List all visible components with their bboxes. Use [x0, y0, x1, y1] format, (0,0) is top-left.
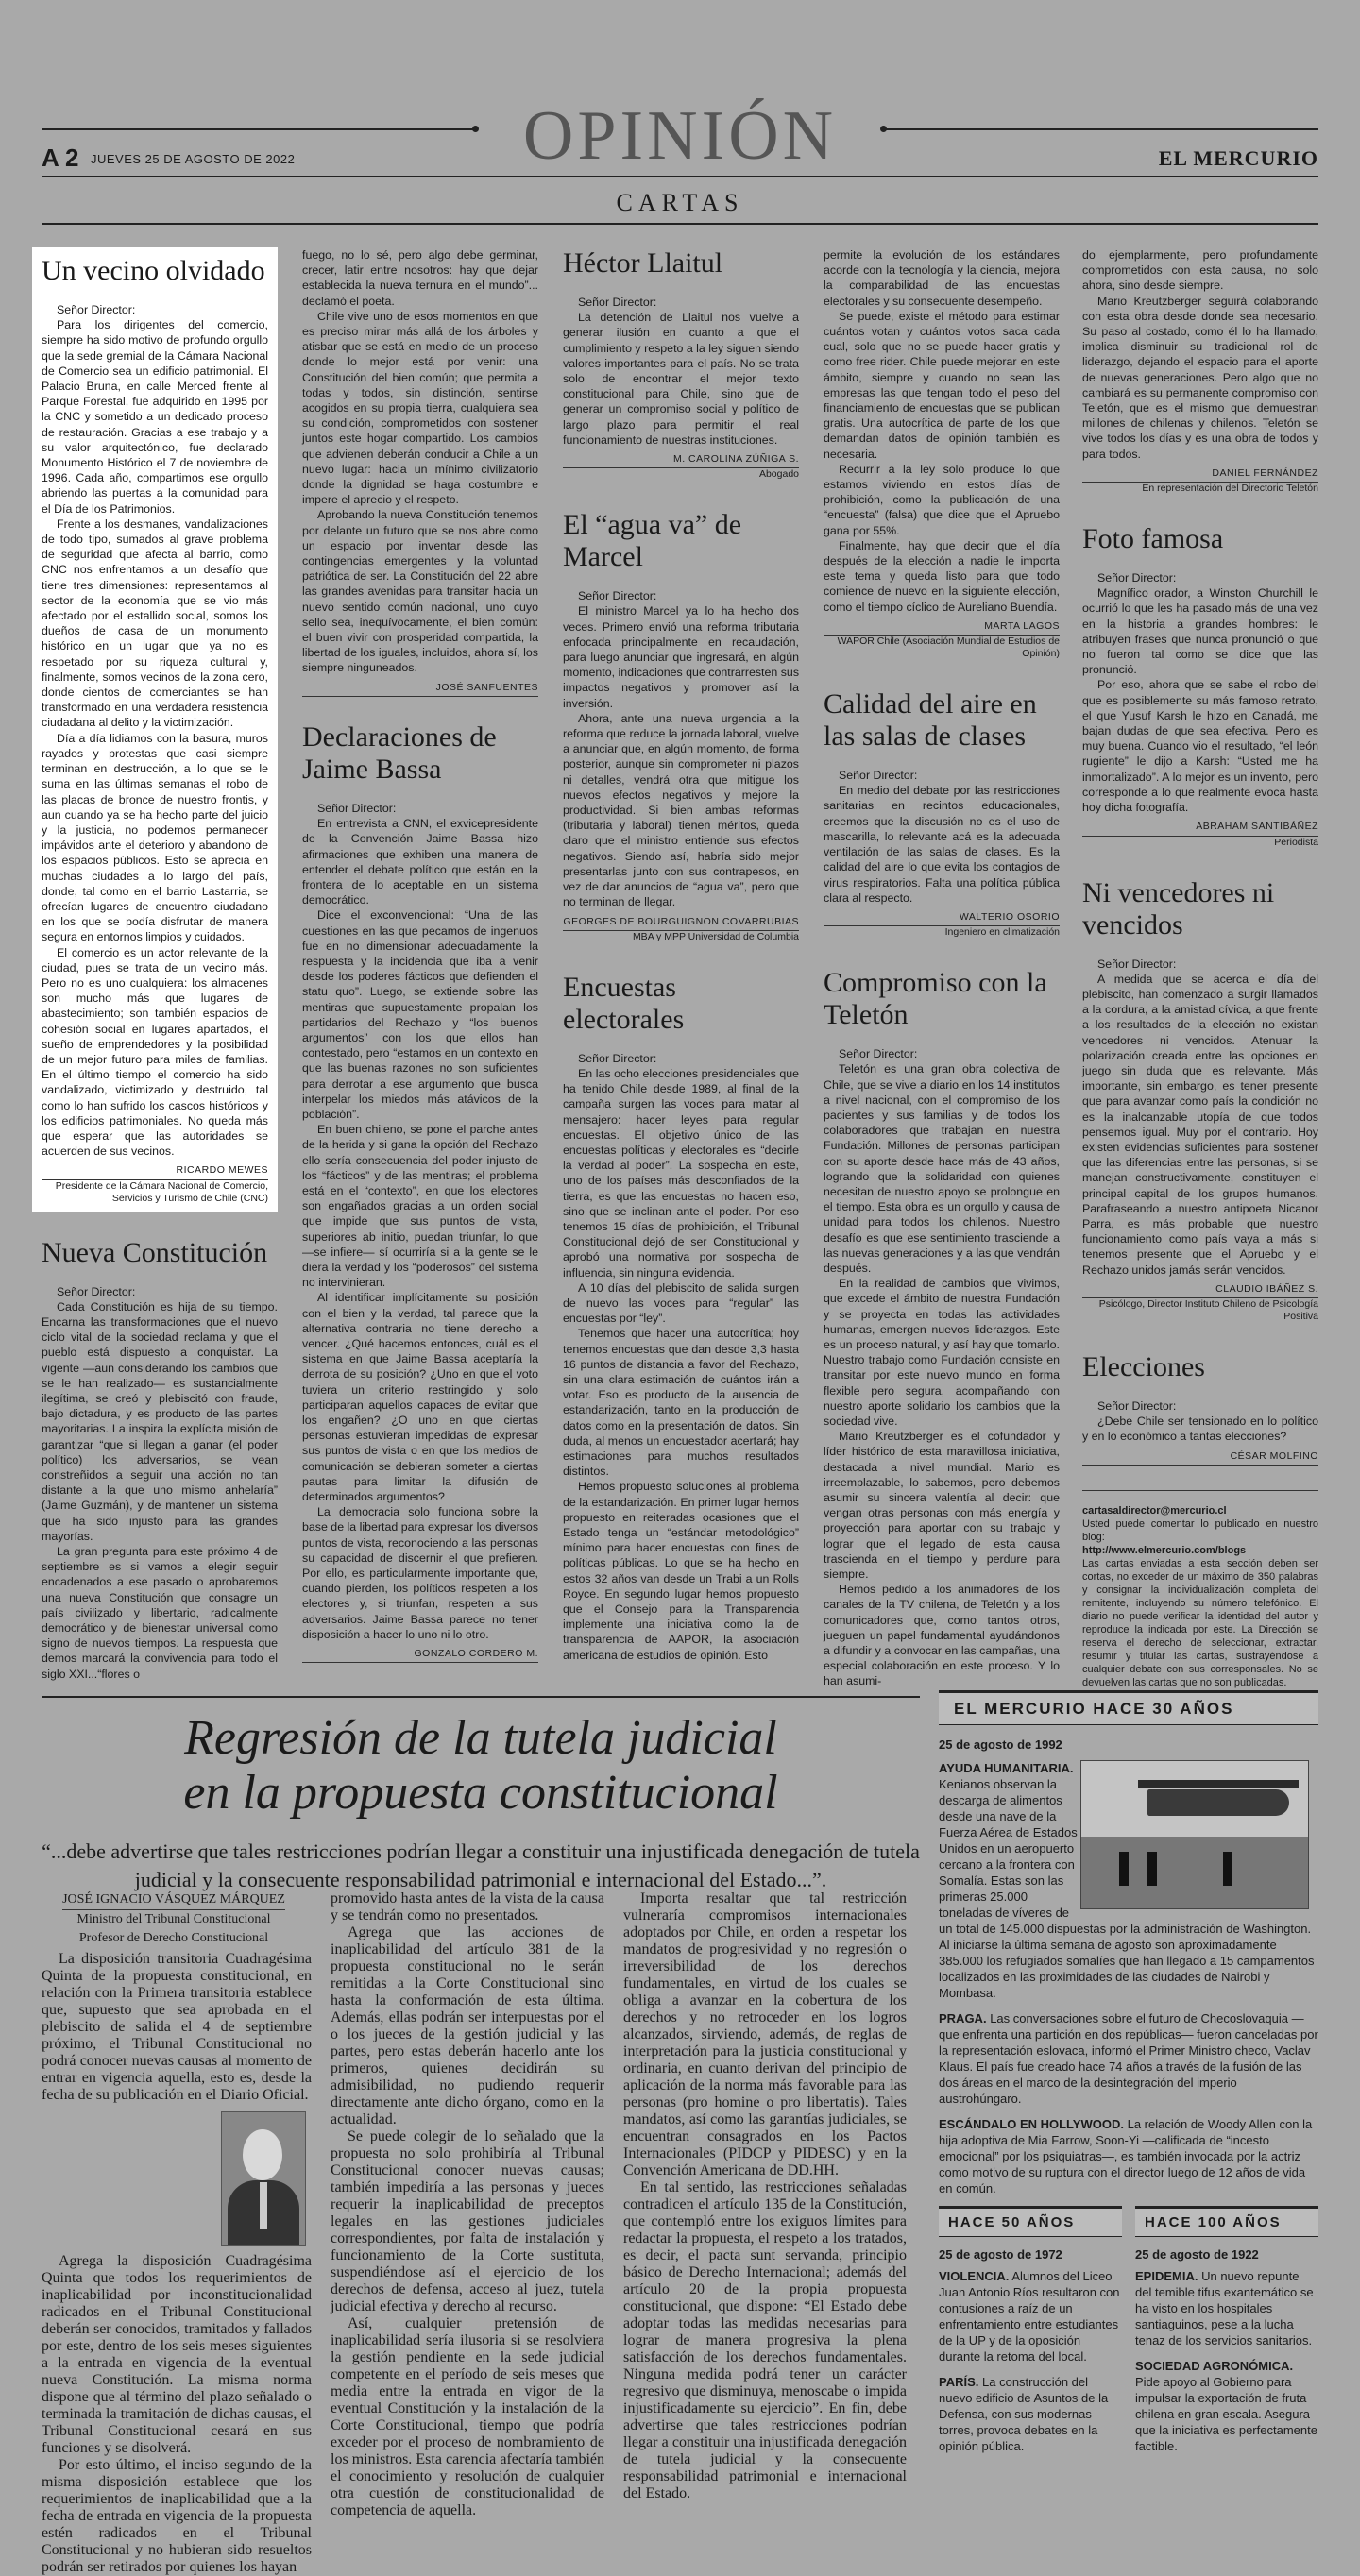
letter-title: Héctor Llaitul [563, 247, 723, 279]
author-name: JOSÉ IGNACIO VÁSQUEZ MÁRQUEZ [62, 1890, 285, 1910]
airplane-photo [1080, 1760, 1309, 1909]
essay-paragraph: Por esto último, el inciso segundo de la misma disposición establece que los requerimientos de inaplicabilidad que a la fecha de entrada en vigencia de la propuesta estén radicados en el Tribunal Constitucional y no hubieran sido resueltos podrán ser retirados por quienes los hayan [42, 2457, 312, 2575]
letters-info-box [1082, 1490, 1318, 1689]
letter-paragraph: En las ocho elecciones presidenciales que ha tenido Chile desde 1989, al final de la campaña surgen las voces para matar al mensajero: hacer leyes para regular encuestas. El objetivo único de las encuestas políticas y electorales es “decirle la verdad al poder”. La sospecha en este, uno de los países más desconfiados de la tierra, es que las encuestas no hacen eso, sino que se inclinan ante el poder. Por eso tenemos 15 días de prohibición, el Tribunal Constitucional dejó de ser Constitucional y aprobó una normativa por sospecha de influencia, sin ninguna evidencia. [563, 1066, 799, 1280]
hace-30-header: EL MERCURIO HACE 30 AÑOS [939, 1690, 1318, 1725]
letter-encuestas [563, 972, 799, 1663]
letter-paragraph: Tenemos que hacer una autocrítica; hoy tenemos encuestas que dan desde 3,3 hasta 16 puntos de distancia a favor del Rechazo, sin una clara estimación de cuántos irán a votar. Eso es producto de la ausencia de estandarización, tanto en la producción de datos como en la presentación de datos. Sin duda, al menos un encuestador acertará; hay estimaciones para muchos resultados distintos. [563, 1327, 799, 1479]
essay-title-line: en la propuesta constitucional [183, 1766, 778, 1820]
hace-100-anos [1135, 2206, 1318, 2464]
column-3 [563, 247, 799, 1687]
letter-affiliation: MBA y MPP Universidad de Columbia [632, 930, 799, 942]
letter-nueva-constitucion-cont [302, 247, 538, 697]
letter-greeting: Señor Director: [57, 1284, 136, 1298]
hace-30-date: 25 de agosto de 1992 [939, 1737, 1062, 1752]
news-title: PRAGA. [939, 2011, 987, 2025]
page-number: A 2 [42, 144, 79, 172]
essay-top-rule [42, 1696, 920, 1698]
essay-paragraph: En tal sentido, las restricciones señaladas contradicen el artículo 135 de la Constitución, que contempló entre los exiguos límites para redactar la propuesta, el respeto a los tratados, es decir, el pacta sunt servanda, principio básico de Derecho Internacional; además del artículo 20 de la propia propuesta constitucional, que dispone: “El Estado debe adoptar todas las medidas necesarias para lograr de manera progresiva la plena satisfacción de los derechos fundamentales. Ninguna medida podrá tener un carácter regresivo que disminuya, menoscabe o impida injustificadamente su ejercicio”. En fin, debe advertirse que tales restricciones podrían llegar a constituir una injustificada denegación de tutela judicial y la consecuente responsabilidad patrimonial e internacional del Estado. [623, 2179, 907, 2501]
letter-greeting: Señor Director: [578, 1051, 657, 1065]
letter-signature: RICARDO MEWES [42, 1162, 268, 1179]
letter-title: Calidad del aire en las salas de clases [824, 688, 1037, 753]
letter-paragraph: Frente a los desmanes, vandalizaciones de todo tipo, sumados al grave problema de seguridad que afecta al barrio, como CNC nos enfrentamos a un desafío que tiene tres dimensiones: representamos al sector de la economía que se vio más afectado por el estallido social, somos los dueños de casa de un monumento histórico en un lugar que ya no es respetado por su riqueza cultural y, finalmente, somos vecinos de la zona cero, donde cientos de comerciantes se han transformado en una verdadera resistencia ciudadana al delito y la victimización. [42, 517, 268, 730]
letter-greeting: Señor Director: [578, 589, 657, 603]
essay-paragraph: Se puede colegir de lo señalado que la propuesta no solo prohibiría al Tribunal Constitucional conocer nuevas causas; también impediría a las personas y jueces requerir la inaplicabilidad de preceptos legales en las gestiones judiciales correspondientes, por falta de instalación y funcionamiento de la Corte sustituta, suspendiéndose así el ejercicio de los derechos de defensa, acceso al juez, tutela judicial efectiva y derecho al recurso. [331, 2128, 604, 2314]
letter-calidad-aire [824, 688, 1060, 939]
letter-greeting: Señor Director: [839, 1047, 918, 1061]
letter-paragraph: A medida que se acerca el día del plebiscito, han comenzado a surgir llamados a la cordura, a la amistad cívica, a que frente a los resultados de la elección no existan vencedores ni vencidos. Atenuar la polarización creada entre las opciones en juego sin duda que es relevante. Más importante, sin embargo, es tener presente que para avanzar como país la condición no es la inalcanzable utopía de que todos pensemos igual. Muy por el contrario. Hoy existen evidencias suficientes para sostener que las diferencias entre las personas, si se manejan constructivamente, constituyen el principal capital de los grupos humanos. Parafraseando a nuestro antipoeta Nicanor Parra, es más probable que nuestro funcionamiento como país vaya a más si tenemos presente que el Apruebo y el Rechazo unidos jamás serán vencidos. [1082, 972, 1318, 1277]
hace-100-header: HACE 100 AÑOS [1135, 2206, 1318, 2237]
letter-paragraph: En la realidad de cambios que vivimos, que excede el ámbito de nuestra Fundación y se proyecta en todas las actividades humanas, emergen nuevos liderazgos. Este es un proceso natural, y así hay que tomarlo. Nuestro trabajo como Fundación consiste en transitar por este nuevo mundo en forma flexible pero segura, acompañando con nuestro aporte solidario los cambios que la sociedad vive. [824, 1277, 1060, 1428]
news-title: EPIDEMIA. [1135, 2269, 1198, 2283]
news-text: La relación de Woody Allen con la hija adoptiva de Mia Farrow, Soon-Yi —calificada de “incesto emocional” por los psiquiatras—, es también invocada por la actriz como motivo de su ruptura con el director luego de 12 años de vida en común. [939, 2117, 1313, 2195]
letter-greeting: Señor Director: [578, 296, 657, 309]
letter-paragraph: El comercio es un actor relevante de la ciudad, pues se trata de un vecino más. Pero no es uno cualquiera: los almacenes son mucho más que lugares de abastecimiento; son también espacios de cohesión social en lugares apartados, el sueño de emprendedores y la posibilidad de un mejor futuro para miles de familias. En el último tiempo el comercio ha sido vandalizado, victimizado y destruido, tal como lo han sufrido los cascos históricos y los edificios patrimoniales. No queda más que esperar que las autoridades se acuerden de sus vecinos. [42, 945, 268, 1159]
letter-paragraph: Hemos pedido a los animadores de los canales de la TV chilena, de Teletón y a los comunicadores que, como tantos otros, jueguen un papel fundamental ayudándonos a difundir y a convocar en las campañas, una especial colaboración en este proceso. Y lo han asumi- [824, 1583, 1060, 1688]
letter-affiliation: Ingeniero en climatización [944, 926, 1060, 939]
letter-paragraph: Chile vive uno de esos momentos en que es preciso mirar más allá de los árboles y atisbar que se está en medio de un proceso donde lo mejor está por venir: una Constitución del bien común; que permita a todas y todos, sin distinción, sentirse acogidos en su propia tierra, cualquiera sea su condición, comprometidos con sostener juntos este hogar compartido. Los cambios que advienen deberán conducir a Chile a un nuevo lugar: hacia un mínimo civilizatorio donde la dignidad se haga costumbre e impere el aprecio y el respeto. [302, 309, 538, 507]
letter-affiliation: Abogado [758, 468, 799, 481]
letter-signature: DANIEL FERNÁNDEZ [1082, 466, 1318, 483]
column-1 [42, 247, 278, 1706]
letter-greeting: Señor Director: [839, 769, 918, 783]
news-text: Las conversaciones sobre el futuro de Checoslovaquia —que enfrenta una partición en dos repúblicas— fueron canceladas por la representación eslovaca, informó el Primer Ministro checo, Vaclav Klaus. El país fue creado hace 74 años a través de la fusión de las dos áreas en el marco de la desintegración del imperio austrohúngaro. [939, 2011, 1318, 2106]
letter-title: Nueva Constitución [42, 1236, 268, 1268]
essay-column-2 [331, 1890, 604, 2519]
info-text: Usted puede comentar lo publicado en nuestro blog: [1082, 1517, 1318, 1543]
letter-signature: JOSÉ SANFUENTES [302, 680, 538, 697]
news-item [1135, 2358, 1318, 2454]
letter-paragraph: fuego, no lo sé, pero algo debe germinar, crecer, latir entre nosotros: hay que dejar establecida la nueva ternura en el mundo”... declamó el poeta. [302, 248, 538, 308]
letter-affiliation: En representación del Directorio Teletón [1142, 483, 1318, 495]
letter-paragraph: La gran pregunta para este próximo 4 de septiembre es si vamos a elegir seguir encadenados a ese pasado o aprobaremos una nueva Constitución que consagre un país civilizado y libertario, radicalmente democrático y de bienestar universal como signo de nuevos tiempos. La respuesta que demos marcará la convivencia para todo el siglo XXI...“flores o [42, 1545, 278, 1681]
essay-column-3 [623, 1890, 907, 2502]
masthead-rule [42, 176, 1318, 177]
essay-column-1 [42, 1951, 312, 2576]
letter-paragraph: La democracia solo funciona sobre la base de la libertad para expresar los diversos puntos de vista, reconociendo a las personas su capacidad de discernir el que prefieren. Por ello, es particularmente importante que, cuando pierden, los políticos respeten a los electores y, si triunfan, respeten a sus adversarios. Jaime Bassa parece no tener disposición a hacer lo uno ni lo otro. [302, 1505, 539, 1641]
hace-50-anos [939, 2206, 1122, 2464]
essay-paragraph: Agrega la disposición Cuadragésima Quinta que todos los requerimientos de inaplicabilidad por inconstitucionalidad radicados en el Tribunal Constitucional deberán ser conocidos, tramitados y fallados por este, dentro de los seis meses siguientes a la entrada en vigencia de la eventual nueva Constitución. La misma norma dispone que al término del plazo señalado o terminada la tramitación de dichas causas, el Tribunal Constitucional cesará en sus funciones y se disolverá. [42, 2253, 312, 2456]
letter-paragraph: La detención de Llaitul nos vuelve a generar ilusión en cuanto a que el cumplimiento y respeto a la ley siguen siendo valores importantes para el país. No se trata solo de encontrar el mejor texto constitucional para Chile, sino que de generar un compromiso social y político de largo plazo para permitir el real funcionamiento de nuestras instituciones. [563, 311, 800, 447]
letter-paragraph: A 10 días del plebiscito de salida surgen de nuevo las voces para “regular” las encuestas por “ley”. [563, 1280, 799, 1326]
letter-signature: ABRAHAM SANTIBÁÑEZ [1082, 819, 1318, 836]
letter-teleton-cont [1082, 247, 1318, 495]
letter-paragraph: Recurrir a la ley solo produce lo que estamos viviendo en estos días de prohibición, como la publicación de una “encuesta” (falsa) que dice que el Apruebo gana por 55%. [824, 462, 1060, 537]
letter-greeting: Señor Director: [317, 801, 397, 815]
letter-paragraph: Para los dirigentes del comercio, siempre ha sido motivo de profundo orgullo que la sede gremial de la Cámara Nacional de Comercio sea un edificio patrimonial. El Palacio Bruna, en calle Merced frente al Parque Forestal, fue adquirido en 1995 por la CNC y sometido a un dedicado proceso de restauración. Gracias a ese trabajo y a su valor arquitectónico, fue declarado Monumento Histórico el 7 de noviembre de 1996. Cada año, compartimos ese orgullo abriendo las puertas a la comunidad para el Día de los Patrimonios. [42, 318, 268, 516]
letter-agua-va [563, 509, 799, 942]
letter-paragraph: Día a día lidiamos con la basura, muros rayados y protestas que casi siempre terminan en destrucción, a lo que se le suma en las últimas semanas el robo de las placas de bronce de nuestro frontis, y aun cuando ya se ha hecho parte del juicio y la justicia, no podemos permanecer impávidos ante el deterioro y abandono de los espacios públicos. Esto se aprecia en muchas ciudades a lo largo del país, donde, tal como en el barrio Lastarria, se ofrecían lugares de encuentro ciudadano en los que se podía disfrutar de manera segura en entornos limpios y cuidados. [42, 731, 268, 944]
essay-lede: “...debe advertirse que tales restricciones podrían llegar a constituir una injustificada denegación de tutela judicial y la consecuente responsabilidad patrimonial e internacional del Estado...”. [42, 1839, 920, 1891]
letter-paragraph: En entrevista a CNN, el exvicepresidente de la Convención Jaime Bassa hizo afirmaciones que exhiben una manera de entender el debate político que están en la frontera de lo aceptable en un sistema democrático. [302, 817, 538, 907]
letter-signature: M. CAROLINA ZÚÑIGA S. [563, 451, 799, 468]
news-text: Kenianos observan la descarga de alimentos desde una nave de la Fuerza Aérea de Estados Unidos en un aeropuerto cercano a la frontera con Somalía. Estas son las primeras 25.000 toneladas de víveres de un total de 145.000 dispuestas por la administración de Washington. Al iniciarse la última semana de agosto son aproximadamente 385.000 los refugiados somalíes que han llegado a 15 campamentos localizados en las proximidades de las ciudades de Nairobi y Mombasa. [939, 1777, 1315, 2000]
news-text: Un nuevo repunte del temible tifus exantemático se ha visto en los hospitales santiaguinos, pese a la lucha tenaz de los servicios sanitarios. [1135, 2269, 1314, 2347]
letter-greeting: Señor Director: [57, 303, 136, 316]
letter-paragraph: Cada Constitución es hija de su tiempo. Encarna las transformaciones que el nuevo ciclo vital de la sociedad reclama y que el pueblo está dispuesto a conquistar. La vigente —aun considerando los cambios que se le han realizado— es sustancialmente ilegítima, se creó y plebiscitó con fraude, bajo dictadura, y es producto de las partes mayoritarias. La inspira la explícita misión de garantizar “que si llegan a ganar (el poder político) los adversarios, se vean constreñidos a seguir una acción no tan distante a la que uno mismo anhelaría” (Jaime Guzmán), y de mantener un sistema que ha sido injusto para las grandes mayorías. [42, 1299, 278, 1543]
letter-teleton [824, 967, 1060, 1689]
letter-greeting: Señor Director: [1097, 571, 1177, 585]
letter-vecino-olvidado [32, 247, 278, 1212]
letter-paragraph: Por eso, ahora que se sabe el robo del que es posiblemente su más famoso retrato, el que Yusuf Karsh le hizo en Canadá, me bajan dudas de que sea efectiva. Pero es muy buena. Cuando vio el resultado, “el león rugiente” le dijo a Karsh: “Usted me ha inmortalizado”. A lo mejor es un invento, pero corresponde a lo que realmente evoca hasta hoy dicha fotografía. [1082, 678, 1318, 815]
letter-affiliation: WAPOR Chile (Asociación Mundial de Estudios de Opinión) [837, 636, 1060, 660]
letter-elecciones [1082, 1351, 1318, 1466]
letter-nueva-constitucion [42, 1237, 278, 1682]
letter-paragraph: Ahora, ante una nueva urgencia a la reforma que reduce la jornada laboral, vuelve a anunciar que, en algún momento, de forma posterior, aunque sin comprometer ni plazos ni detalles, vendrá otra que mitigue los nuevos efectos negativos y mejore la productividad. Si bien ambas reformas (tributaria y laboral) tienen méritos, queda claro que el ministro entiende sus efectos negativos. Siendo así, habría sido mejor presentarlas junto con sus contrapesos, en vez de dar anuncios de “agua va”, pero que no terminan de llegar. [563, 711, 799, 909]
essay-author [42, 1890, 306, 1948]
letter-encuestas-cont [824, 247, 1060, 660]
letter-paragraph: Teletón es una gran obra colectiva de Chile, que se vive a diario en los 14 institutos a nivel nacional, con el compromiso de los pacientes y sus familias y de todos los colaboradores que trabajan en nuestra Fundación. Millones de personas participan con su aporte desde hace más de 43 años, logrando que la solidaridad con quienes necesitan de nuestro apoyo se prolongue en el tiempo. Esta obra es un orgullo y causa de unidad para todos los chilenos. Nuestro desafío es que ese sentimiento trasciende a las nuevas generaciones y a las que vendrán después. [824, 1062, 1060, 1275]
letter-paragraph: Finalmente, hay que decir que el día después de la elección a nadie le importa este tema y queda listo para que todo comience de nuevo en la siguiente elección, como el tiempo cíclico de Aureliano Buendía. [824, 538, 1060, 614]
letter-foto-famosa [1082, 523, 1318, 848]
letter-paragraph: El ministro Marcel ya lo ha hecho dos veces. Primero envió una reforma tributaria enfocada principalmente en recaudación, para luego anunciar que ingresará, en algún momento, indicaciones que contrarresten sus impactos negativos y promover así la inversión. [563, 604, 800, 710]
subsection-rule [42, 223, 1318, 225]
news-title: VIOLENCIA. [939, 2269, 1010, 2283]
letter-signature: CÉSAR MOLFINO [1082, 1449, 1318, 1466]
letter-affiliation: Psicólogo, Director Instituto Chileno de Psicología Positiva [1098, 1297, 1318, 1322]
column-5 [1082, 247, 1318, 1689]
letter-signature: MARTA LAGOS [824, 619, 1060, 636]
letter-paragraph: do ejemplarmente, pero profundamente comprometidos con esta causa, no solo ahora, sino desde siempre. [1082, 248, 1318, 293]
news-title: PARÍS. [939, 2375, 979, 2389]
letter-paragraph: Mario Kreutzberger seguirá colaborando con esta obra desde donde sea necesario. Su paso al costado, como él lo ha llamado, implica disminuir su tradicional rol de liderazgo, dejando el espacio para el aporte de nuevas generaciones. Pero algo que no cambiará es su permanente compromiso con Teletón, que es el mismo que demuestran millones de chilenas y chilenos. Teletón se vive todos los días y es una obra de todos y para todos. [1082, 294, 1318, 461]
column-4 [824, 247, 1060, 1714]
letter-title: Ni vencedores ni vencidos [1082, 876, 1275, 941]
news-item [1135, 2268, 1318, 2348]
letter-paragraph: En buen chileno, se pone el parche antes de la herida y si gana la opción del Rechazo ello sería consecuencia del poder injusto de los “fácticos” y de las mentiras; el problema está en el “contexto”, en que los electores son engañados gracias a un orden social que impide que sus puntos de vista, superiores ab initio, puedan triunfar, lo que —se infiere— sí ocurriría si a la gente se le diera la verdad y los “poderosos” del sistema no intervinieran. [302, 1123, 538, 1290]
news-title: AYUDA HUMANITARIA. [939, 1761, 1074, 1775]
column-2 [302, 247, 538, 1687]
subsection-title: CARTAS [616, 189, 744, 216]
letter-ni-vencedores [1082, 877, 1318, 1323]
letter-affiliation: Periodista [1274, 836, 1318, 848]
letter-title: Encuestas electorales [563, 971, 685, 1035]
letter-title: Compromiso con la Teletón [824, 967, 1047, 1031]
letter-paragraph: Dice el exconvencional: “Una de las cuestiones en las que pecamos de ingenuos fue en no dimensionar adecuadamente la respuesta y la incidencia que iba a venir desde los poderes fácticos que defienden el statu quo”. Luego, se extiende sobre las mentiras que supuestamente propalan los partidarios del Rechazo y “los buenos argumentos” con los que ellos han contestado, pero “estamos en un contexto en que las buenas razones no son suficientes para derrotar a ese argumento que busca interpelar los miedos más atávicos de la población”. [302, 908, 538, 1121]
letter-paragraph: Magnífico orador, a Winston Churchill le ocurrió lo que les ha pasado más de una vez en la historia a grandes hombres: le atribuyen frases que nunca pronunció o que no fueron tal como se dice que las pronunció. [1082, 586, 1318, 677]
essay-title [42, 1711, 920, 1821]
hace-30-anos [939, 1690, 1318, 2206]
news-item [939, 2374, 1122, 2454]
letter-paragraph: Al identificar implícitamente su posición con el bien y la verdad, tal parece que la alternativa contraria no tiene derecho a vencer. ¿Qué hacemos entonces, cuál es el sistema en que Jaime Bassa aceptaría la derrota de su posición? ¿Uno en que el voto tuviera un criterio restringido y solo participaran aquellos capaces de evitar que los engañen? ¿O uno en que ciertas personas estuvieran impedidas de expresar sus puntos de vista o en que los medios de comunicación se debieran someter a ciertas pautas para limitar la difusión de determinados argumentos? [302, 1291, 538, 1504]
essay-paragraph: Agrega que las acciones de inaplicabilidad del artículo 381 de la propuesta constitucional no le serán remitidas a la Corte Constitucional sino hasta la conformación de esta última. Además, ellas podrán ser interpuestas por el o los jueces de la gestión judicial y las partes, pero estas deberán hacerlo ante los primeros, quienes decidirán su admisibilidad, no pudiendo requerir directamente ante dicho órgano, como en la actualidad. [331, 1924, 604, 2127]
letter-signature: CLAUDIO IBÁÑEZ S. [1082, 1281, 1318, 1298]
letter-paragraph: Hemos propuesto soluciones al problema de la estandarización. En primer lugar hemos propuesto en reiteradas ocasiones que el Estado tenga un “estándar metodológico” mínimo para hacer encuestas con fines de políticas públicas. Lo que se ha hecho en estos 32 años van desde un Trabi a un Rolls Royce. En segundo lugar hemos propuesto que el Consejo para la Transparencia implemente una iniciativa como la de transparencia de AAPOR, la asociación americana de estudios de opinión. Esto [563, 1480, 799, 1662]
essay-paragraph: promovido hasta antes de la vista de la causa y se tendrán como no presentados. [331, 1890, 604, 1924]
letter-title: Un vecino olvidado [42, 255, 265, 286]
essay-title-line: Regresión de la tutela judicial [184, 1711, 777, 1765]
hace-50-header: HACE 50 AÑOS [939, 2206, 1122, 2237]
letters-email-link[interactable]: cartasaldirector@mercurio.cl [1082, 1504, 1227, 1517]
essay-paragraph: Importa resaltar que tal restricción vulneraría compromisos internacionales adoptados por Chile, en orden a respetar los mandatos de progresividad y no regresión o irreversibilidad de los derechos fundamentales, en virtud de los cuales se obliga a avanzar en la cobertura de los derechos y no retroceder en los logros alcanzados, sirviendo, además, de reglas de interpretación para la justicia constitucional y ordinaria, en cuanto derivan del principio de aplicación de la norma más favorable para las personas (pro homine o pro libertatis). Tales mandatos, así como las garantías judiciales, se encuentran consagrados en los Pactos Internacionales (PIDCP y PIDESC) y en la Convención Americana de DD.HH. [623, 1890, 907, 2178]
news-text: Alumnos del Liceo Juan Antonio Ríos resultaron con contusiones a raíz de un enfrentamiento entre estudiantes de la UP y de la oposición durante la retoma del local. [939, 2269, 1120, 2364]
letter-paragraph: En medio del debate por las restricciones sanitarias en recintos educacionales, creemos que la discusión no es el uso de mascarilla, lo relevante acá es la adecuada ventilación de las salas de clases. Es la calidad del aire lo que evita los contagios de virus respiratorios. Falta una política pública clara al respecto. [824, 784, 1060, 905]
hace-100-date: 25 de agosto de 1922 [1135, 2247, 1259, 2262]
letter-title: Elecciones [1082, 1350, 1205, 1382]
letter-paragraph: Mario Kreutzberger es el cofundador y líder histórico de esta maravillosa iniciativa, destacada a nivel mundial. Mario es irreemplazable, lo sabemos, pero debemos asumir su sincera valentía al decir: que vengan otras personas con más energía y proyección para aportar con su trabajo y lograr que el legado de esta causa trascienda en el tiempo y perdure para siempre. [824, 1430, 1060, 1582]
letter-affiliation: Presidente de la Cámara Nacional de Comercio, Servicios y Turismo de Chile (CNC) [55, 1179, 268, 1204]
essay-paragraph: Así, cualquier pretensión de inaplicabilidad sería ilusoria si se resolviera la gestión pendiente en la sede judicial competente en el período de seis meses que media entre la entrada en vigor de la eventual Constitución y la instalación de la Corte Constitucional, tiempo que podría exceder por el proceso de nombramiento de los ministros. Esta carencia afectaría también el conocimiento y resolución de cualquier otra cuestión de constitucionalidad de competencia de aquella. [331, 2315, 604, 2518]
letter-jaime-bassa [302, 721, 538, 1663]
page-date: JUEVES 25 DE AGOSTO DE 2022 [91, 152, 296, 166]
news-item [939, 2268, 1122, 2364]
news-title: ESCÁNDALO EN HOLLYWOOD. [939, 2117, 1124, 2131]
hace-50-date: 25 de agosto de 1972 [939, 2247, 1062, 2262]
essay-paragraph: La disposición transitoria Cuadragésima Quinta de la propuesta constitucional, en relación con la Primera transitoria establece que, supuesto que sea aprobada en el plebiscito de salida el 4 de septiembre próximo, el Tribunal Constitucional no podrá conocer nuevas causas al momento de entrar en vigencia aquella, esto es, desde la fecha de su publicación en el Diario Oficial. [42, 1951, 312, 2103]
info-text: Las cartas enviadas a esta sección deben ser cortas, no exceder de un máximo de 350 palabras y consignar la individualización completa del remitente, incluyendo su número telefónico. El diario no puede verificar la identidad del autor y reproduce la indicada por este. La Dirección se reserva el derecho de seleccionar, extractar, resumir y titular las cartas, sustrayéndose a cualquier debate con sus corresponsales. No se devuelven las cartas que no son publicadas. [1082, 1557, 1318, 1688]
author-portrait [221, 2111, 306, 2246]
letter-title: El “agua va” de Marcel [563, 509, 742, 573]
letter-title: Declaraciones de Jaime Bassa [302, 720, 497, 785]
section-title: OPINIÓN [522, 97, 838, 175]
letter-paragraph: Se puede, existe el método para estimar cuántos votan y cuántos votos saca cada cual, solo que no se puede hacer gratis y como free rider. Chile puede mejorar en este ámbito, siempre y cuando no sean las empresas las que tengan todo el peso del financiamiento de encuestas que se publican gratis. Una autocrítica de parte de los que demandan datos de opinión también es necesaria. [824, 309, 1060, 461]
letter-signature: GONZALO CORDERO M. [302, 1646, 538, 1663]
newspaper-brand: EL MERCURIO [1158, 146, 1318, 170]
news-item [939, 2010, 1318, 2107]
letter-hector-llaitul [563, 247, 799, 481]
news-item [939, 2116, 1318, 2196]
letter-title: Foto famosa [1082, 523, 1224, 555]
letter-signature: GEORGES DE BOURGUIGNON COVARRUBIAS [563, 914, 799, 931]
letter-paragraph: Aprobando la nueva Constitución tenemos por delante un futuro que se nos abre como un espacio por inventar desde las contingencias emergentes y la voluntad patriótica de ser. La Constitución del 22 abre las grandes avenidas para transitar hacia un nuevo sentido común nacional, uno cuyo sello sea, inequívocamente, el bien común: el buen vivir con prosperidad compartida, la libertad de los iguales, incluidos, ahora sí, los siempre ninguneados. [302, 508, 538, 675]
letter-greeting: Señor Director: [1097, 1398, 1177, 1413]
author-role: Ministro del Tribunal Constitucional [76, 1912, 271, 1926]
letter-paragraph: permite la evolución de los estándares acorde con la tecnología y la ciencia, mejora la comparabilidad de las encuestas electorales y su consecuente desempeño. [824, 248, 1060, 308]
news-title: SOCIEDAD AGRONÓMICA. [1135, 2359, 1294, 2373]
news-text: Pide apoyo al Gobierno para impulsar la exportación de fruta chilena en gran escala. Asegura que la iniciativa es perfectamente factible. [1135, 2375, 1318, 2453]
news-text: La construcción del nuevo edificio de Asuntos de la Defensa, con sus modernas torres, provoca debates en la opinión pública. [939, 2375, 1109, 2453]
author-role: Profesor de Derecho Constitucional [78, 1931, 269, 1945]
blog-link[interactable]: http://www.elmercurio.com/blogs [1082, 1544, 1247, 1556]
letter-paragraph: ¿Debe Chile ser tensionado en lo político y en lo económico a tantas elecciones? [1082, 1415, 1318, 1444]
letter-greeting: Señor Director: [1097, 957, 1177, 971]
letter-signature: WALTERIO OSORIO [824, 909, 1060, 926]
